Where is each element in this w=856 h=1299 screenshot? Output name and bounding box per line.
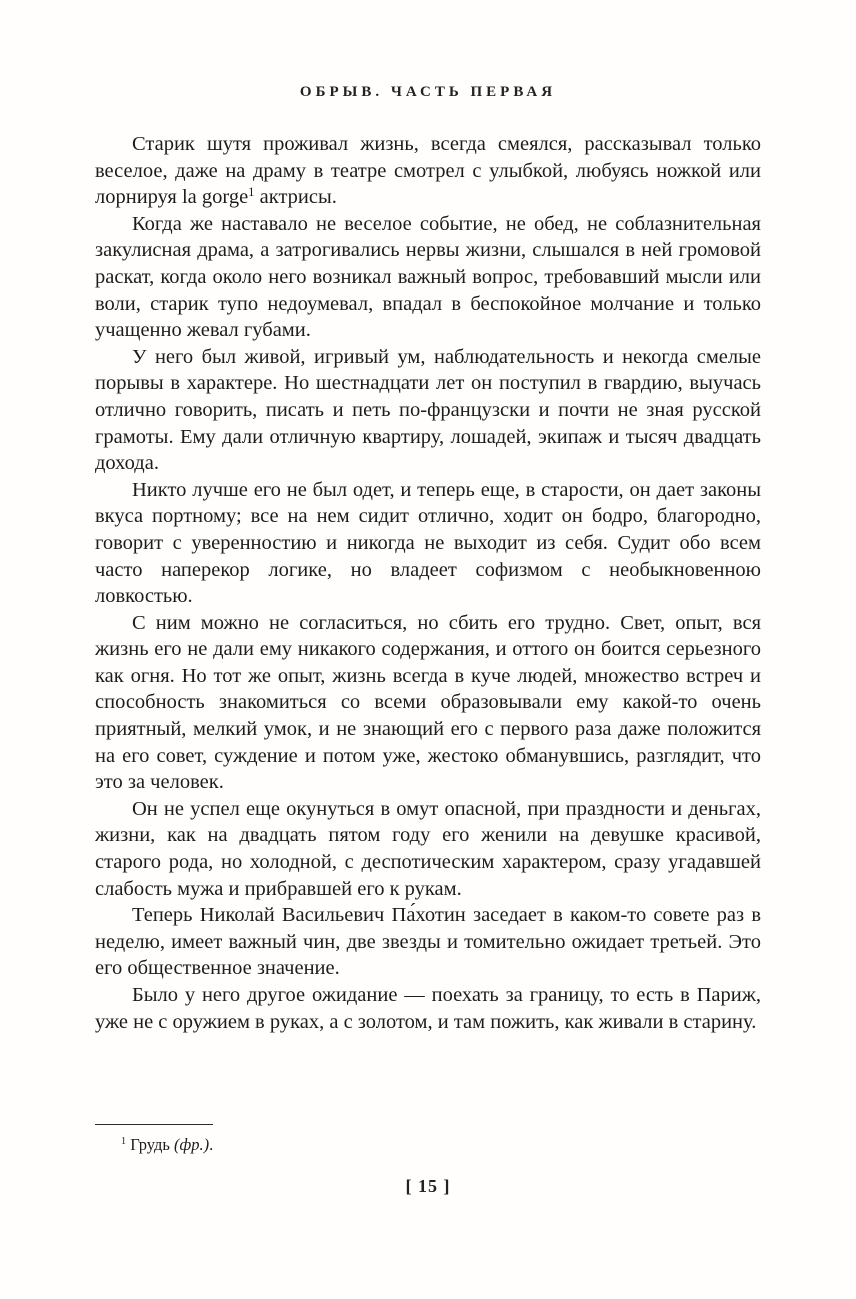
footnote-section bbox=[95, 1124, 761, 1156]
footnote-marker: 1 bbox=[248, 185, 255, 200]
body-text bbox=[95, 131, 761, 1035]
page-number: [ 15 ] bbox=[405, 1176, 451, 1196]
paragraph: Старик шутя проживал жизнь, всегда смеялся, рассказывал только веселое, даже на драму в театре смотрел с улыбкой, любуясь ножкой или лорнируя la gorge$^1$ актрисы. bbox=[95, 133, 761, 209]
paragraph: С ним можно не согласиться, но сбить его трудно. Свет, опыт, вся жизнь его не дали ему никакого содержания, и оттого он боится серьезного как огня. Но тот же опыт, жизнь всегда в куче людей, множество встреч и способность знакомиться со всеми образовывали ему какой-то очень приятный, мелкий умок, и не знающий его с первого раза даже положится на его совет, суждение и потом уже, жестоко обманувшись, разглядит, что это за человек. bbox=[95, 611, 761, 794]
paragraph: Было у него другое ожидание — поехать за границу, то есть в Париж, уже не с оружием в руках, а с золотом, и там пожить, как живали в старину. bbox=[95, 984, 761, 1033]
paragraph: Теперь Николай Васильевич Па́хотин заседает в каком-то совете раз в неделю, имеет важный чин, две звезды и томительно ожидает третьей. Это его общественное значение. bbox=[95, 904, 761, 980]
footnote-marker: 1 bbox=[121, 1136, 127, 1148]
running-header: ОБРЫВ. ЧАСТЬ ПЕРВАЯ bbox=[299, 84, 557, 100]
paragraph: Никто лучше его не был одет, и теперь еще, в старости, он дает законы вкуса портному; все на нем сидит отлично, ходит он бодро, благородно, говорит с уверенностию и никогда не выходит из себя. Судит обо всем часто наперекор логике, но владеет софизмом с необыкновенною ловкостью. bbox=[95, 478, 761, 608]
paragraph: Когда же наставало не веселое событие, не обед, не соблазнительная закулисная драма, а затрогивались нервы жизни, слышался в ней громовой раскат, когда около него возникал важный вопрос, требовавший мысли или воли, старик тупо недоумевал, впадал в беспокойное молчание и только учащенно жевал губами. bbox=[95, 212, 761, 342]
footnote-divider bbox=[95, 1124, 213, 1125]
paragraph: У него был живой, игривый ум, наблюдательность и некогда смелые порывы в характере. Но шестнадцати лет он поступил в гвардию, выучась отлично говорить, писать и петь по-французски и почти не зная русской грамоты. Ему дали отличную квартиру, лошадей, экипаж и тысяч двадцать дохода. bbox=[95, 345, 761, 475]
footnote-text: $^1$ Грудь (фр.). bbox=[121, 1135, 214, 1154]
paragraph: Он не успел еще окунуться в омут опасной, при праздности и деньгах, жизни, как на двадцать пятом году его женили на девушке красивой, старого рода, но холодной, с деспотическим характером, сразу угадавшей слабость мужа и прибравшей его к рукам. bbox=[95, 797, 761, 900]
italic-text: (фр.) bbox=[174, 1135, 210, 1154]
